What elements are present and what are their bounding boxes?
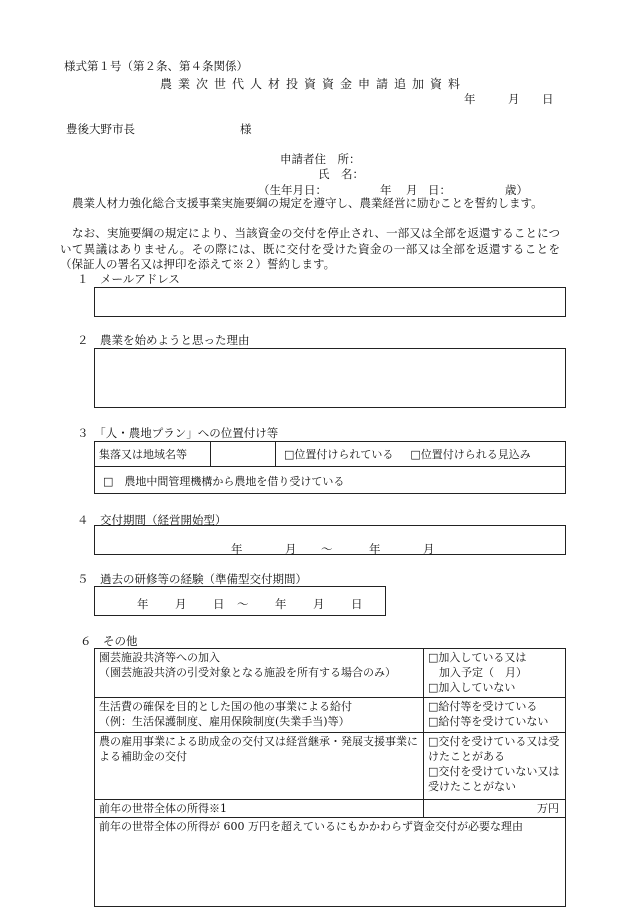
row3-left: 農の雇用事業による助成金の交付又は経営継承・発展支援事業による補助金の交付 [94,732,424,800]
birth-month: 月 [406,183,418,197]
plan-status-positioned[interactable]: □位置付けられている [284,448,394,461]
section-2-label: ２ 農業を始めようと思った理由 [77,333,250,347]
period-month-2: 月 [423,542,435,556]
form-number: 様式第１号（第２条、第４条関係） [64,59,248,73]
row4-left: 前年の世帯全体の所得※1 [94,799,424,818]
row5[interactable]: 前年の世帯全体の所得が 600 万円を超えているにもかかわらず資金交付が必要な理由 [94,817,566,907]
plan-status-expected[interactable]: □位置付けられる見込み [410,448,531,461]
row1-right[interactable]: □加入している又は 加入予定（ 月） □加入していない [423,648,566,698]
period-year-1: 年 [231,542,243,556]
pledge-paragraph-2: なお、実施要綱の規定により、当該資金の交付を停止され、一部又は全部を返還することについて異議はありません。その際には、既に交付を受けた資金の一部又は全部を返還することを（保証人の署名又は押印を添えて※２）誓約します。 [60,226,560,271]
pledge-paragraph-1: 農業人材力強化総合支援事業実施要綱の規定を遵守し、農業経営に励むことを誓約します。 [72,196,543,210]
addressee-honorific: 様 [240,122,252,136]
training-day-2: 日 [351,597,363,611]
plan-status-cell [275,441,566,467]
period-tilde: ～ [321,542,333,556]
row1-left: 園芸施設共済等への加入 （園芸施設共済の引受対象となる施設を所有する場合のみ） [94,648,424,698]
section-3-label: ３ 「人・農地プラン」への位置付け等 [77,426,279,440]
training-year-2: 年 [275,597,287,611]
applicant-name-label: 氏 名： [318,167,364,181]
training-year-1: 年 [137,597,149,611]
row2-left: 生活費の確保を目的とした国の他の事業による給付 （例：生活保護制度、雇用保険制度(失業手当)等） [94,697,424,733]
row4-right[interactable]: 万円 [423,799,566,818]
section-6-label: ６ その他 [80,634,138,648]
grant-period-field[interactable] [94,525,566,555]
training-tilde: ～ [237,597,249,611]
birth-year: 年 [380,183,392,197]
training-period-field[interactable] [94,586,386,616]
birth-prefix: （生年月日： [258,183,327,197]
date-month-label: 月 [508,92,520,106]
training-day-1: 日 [213,597,225,611]
date-day-label: 日 [542,92,554,106]
farmland-bank-checkbox[interactable]: □ 農地中間管理機構から農地を借り受けている [103,475,345,488]
date-year-label: 年 [464,92,476,106]
document-title: 農業次世代人材投資資金申請追加資料 [160,77,467,91]
birth-age: 歳） [505,183,528,197]
row2-right[interactable]: □給付等を受けている □給付等を受けていない [423,697,566,733]
training-month-2: 月 [313,597,325,611]
area-label-cell [94,441,211,467]
section-4-label: ４ 交付期間（経営開始型） [77,513,227,527]
addressee-name: 豊後大野市長 [66,122,135,136]
period-month-1: 月 [285,542,297,556]
reason-field[interactable] [94,348,566,408]
applicant-address-label: 申請者住 所： [280,152,361,166]
birth-day: 日： [428,183,451,197]
period-year-2: 年 [369,542,381,556]
area-input[interactable] [210,441,276,467]
farmland-bank-cell [94,466,566,494]
training-month-1: 月 [175,597,187,611]
area-label: 集落又は地域名等 [99,448,187,461]
section-5-label: ５ 過去の研修等の経験（準備型交付期間） [77,572,307,586]
row3-right[interactable]: □交付を受けている又は受けたことがある □交付を受けていない又は受けたことがない [423,732,566,800]
email-field[interactable] [94,287,566,317]
section-1-label: １ メールアドレス [77,272,180,286]
